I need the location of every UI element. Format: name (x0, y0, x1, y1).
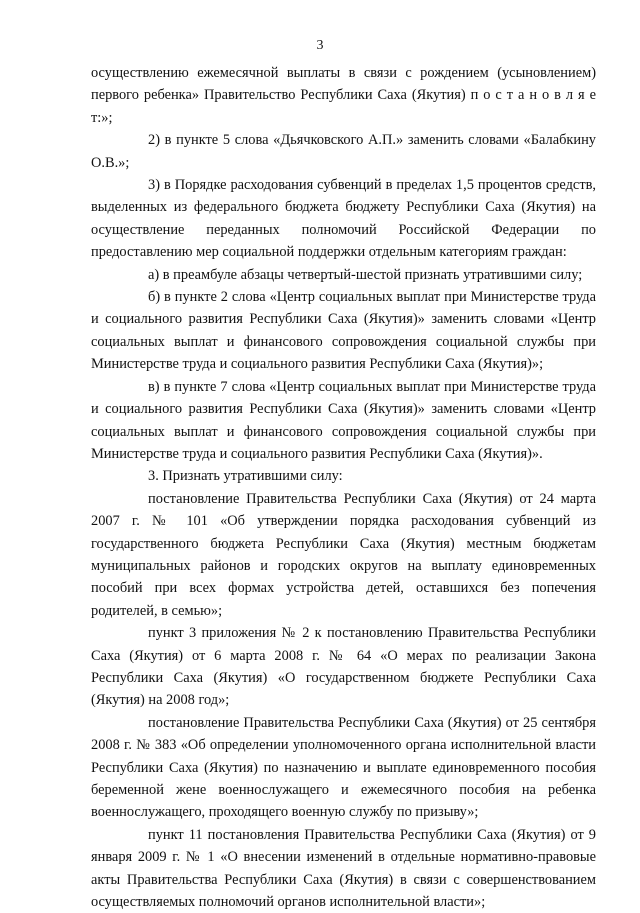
paragraph-repeal-2: пункт 3 приложения № 2 к постановлению Правительства Республики Саха (Якутия) от 6 марта 2008 г. № 64 «О мерах по реализации Закона Республики Саха (Якутия) «О государственном бюджете Республики Саха (Якутия) на 2008 год»; (91, 625, 596, 709)
paragraph-subitem-a: а) в преамбуле абзацы четвертый-шестой признать утратившими силу; (148, 266, 583, 283)
document-body (91, 62, 596, 913)
paragraph-repeal-4: пункт 11 постановления Правительства Республики Саха (Якутия) от 9 января 2009 г. № 1 «О внесении изменений в отдельные нормативно-правовые акты Правительства Республики Саха (Якутия) в связи с совершенствованием осуществляемых полномочий органов исполнительной власти»; (91, 826, 596, 911)
paragraph-continuation: осуществлению ежемесячной выплаты в связи с рождением (усыновлением) первого ребенка» Правительство Республики Саха (Якутия) п о с т а н о в л я е т:»; (91, 65, 596, 126)
paragraph-repeal-1: постановление Правительства Республики Саха (Якутия) от 24 марта 2007 г. № 101 «Об утверждении порядка расходования субвенций из государственного бюджета Республики Саха (Якутия) местным бюджетам муниципальных районов и городских округов на выплату единовременных пособий при всех формах устройства детей, оставшихся без попечения родителей, в семью»; (91, 490, 596, 619)
paragraph-subitem-v: в) в пункте 7 слова «Центр социальных выплат при Министерстве труда и социального развития Республики Саха (Якутия)» заменить словами «Центр социальных выплат и финансового сопровождения социальной службы при Министерстве труда и социального развития Республики Саха (Якутия)». (91, 378, 596, 462)
page-number: 3 (316, 38, 324, 53)
paragraph-item-3: 3) в Порядке расходования субвенций в пределах 1,5 процентов средств, выделенных из федерального бюджета бюджету Республики Саха (Якутия) на осуществление переданных полномочий Российской Федерации по предоставлению мер социальной поддержки отдельным категориям граждан: (91, 177, 596, 261)
paragraph-subitem-b: б) в пункте 2 слова «Центр социальных выплат при Министерстве труда и социального развития Республики Саха (Якутия)» заменить словами «Центр социальных выплат и финансового сопровождения социальной службы при Министерстве труда и социального развития Республики Саха (Якутия)»; (91, 289, 596, 373)
paragraph-item-2: 2) в пункте 5 слова «Дьячковского А.П.» заменить словами «Балабкину О.В.»; (91, 132, 596, 171)
paragraph-section-3: 3. Признать утратившими силу: (148, 468, 343, 485)
paragraph-repeal-3: постановление Правительства Республики Саха (Якутия) от 25 сентября 2008 г. № 383 «Об определении уполномоченного органа исполнительной власти Республики Саха (Якутия) по назначению и выплате единовременного пособия беременной жене военнослужащего и ежемесячного пособия на ребенка военнослужащего, проходящего военную службу по призыву»; (91, 714, 596, 821)
